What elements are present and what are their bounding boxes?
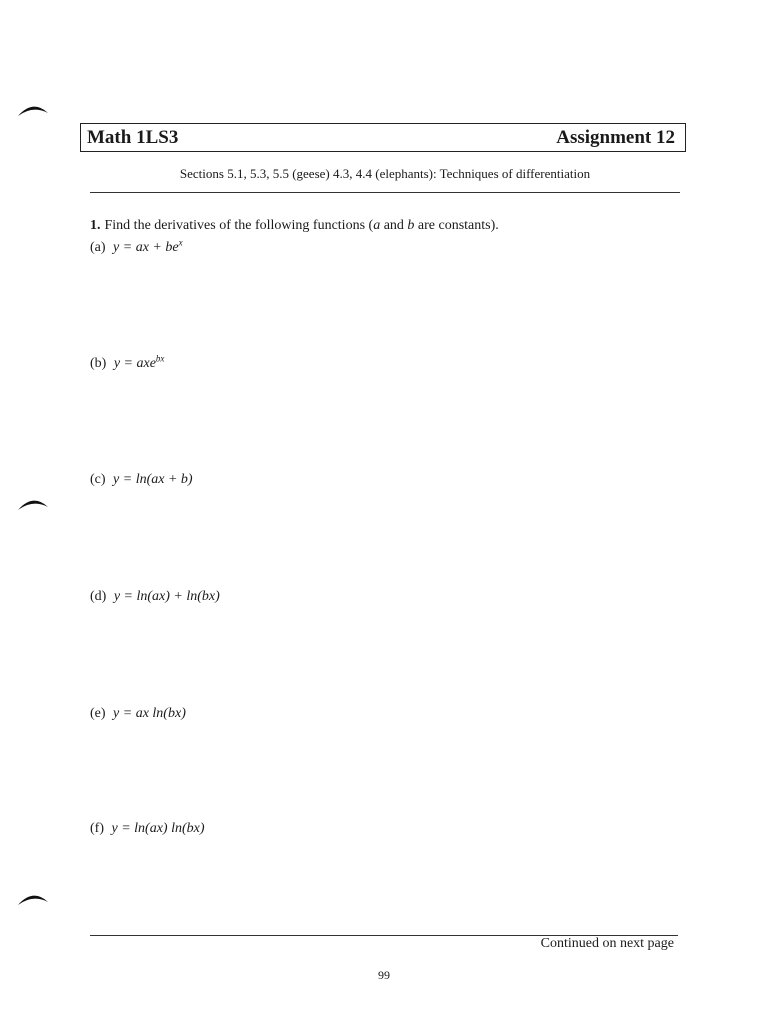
part-label: (c) xyxy=(90,472,106,487)
question-text-before: Find the derivatives of the following functions ( xyxy=(104,218,374,233)
part-label: (a) xyxy=(90,240,106,255)
part-f xyxy=(90,821,205,837)
question-text-after: are constants). xyxy=(414,218,499,233)
part-label: (f) xyxy=(90,821,104,836)
part-d xyxy=(90,589,220,605)
header-box xyxy=(80,123,686,152)
question-text-and: and xyxy=(380,218,408,233)
part-equation: y = ax ln(bx) xyxy=(113,706,186,721)
sections-line: Sections 5.1, 5.3, 5.5 (geese) 4.3, 4.4 (elephants): Techniques of differentiation xyxy=(179,166,591,181)
equation-body: y = ax + be xyxy=(113,240,179,255)
question-number: 1. xyxy=(90,218,101,233)
part-equation xyxy=(113,237,183,255)
part-e xyxy=(90,706,186,722)
course-title: Math 1LS3 xyxy=(87,126,179,148)
page-number: 99 xyxy=(378,968,390,982)
part-equation: y = ln(ax + b) xyxy=(113,472,193,487)
part-label: (d) xyxy=(90,589,107,604)
part-label: (b) xyxy=(90,356,107,371)
part-label: (e) xyxy=(90,706,106,721)
part-b xyxy=(90,353,165,372)
question-var-b: b xyxy=(407,218,415,233)
continued-note: Continued on next page xyxy=(540,936,674,951)
equation-exponent: x xyxy=(178,237,183,248)
part-a xyxy=(90,237,183,256)
punch-hole-icon xyxy=(16,495,50,513)
equation-body: y = axe xyxy=(113,356,156,371)
part-equation: y = ln(ax) + ln(bx) xyxy=(113,589,220,604)
part-c xyxy=(90,472,193,488)
equation-exponent: bx xyxy=(155,353,165,364)
punch-hole-icon xyxy=(16,101,50,119)
top-divider xyxy=(90,192,680,193)
question-var-a: a xyxy=(373,218,381,233)
assignment-title: Assignment 12 xyxy=(556,126,675,148)
part-equation xyxy=(113,353,165,371)
punch-hole-icon xyxy=(16,890,50,908)
part-equation: y = ln(ax) ln(bx) xyxy=(111,821,205,836)
question-1 xyxy=(90,218,499,234)
